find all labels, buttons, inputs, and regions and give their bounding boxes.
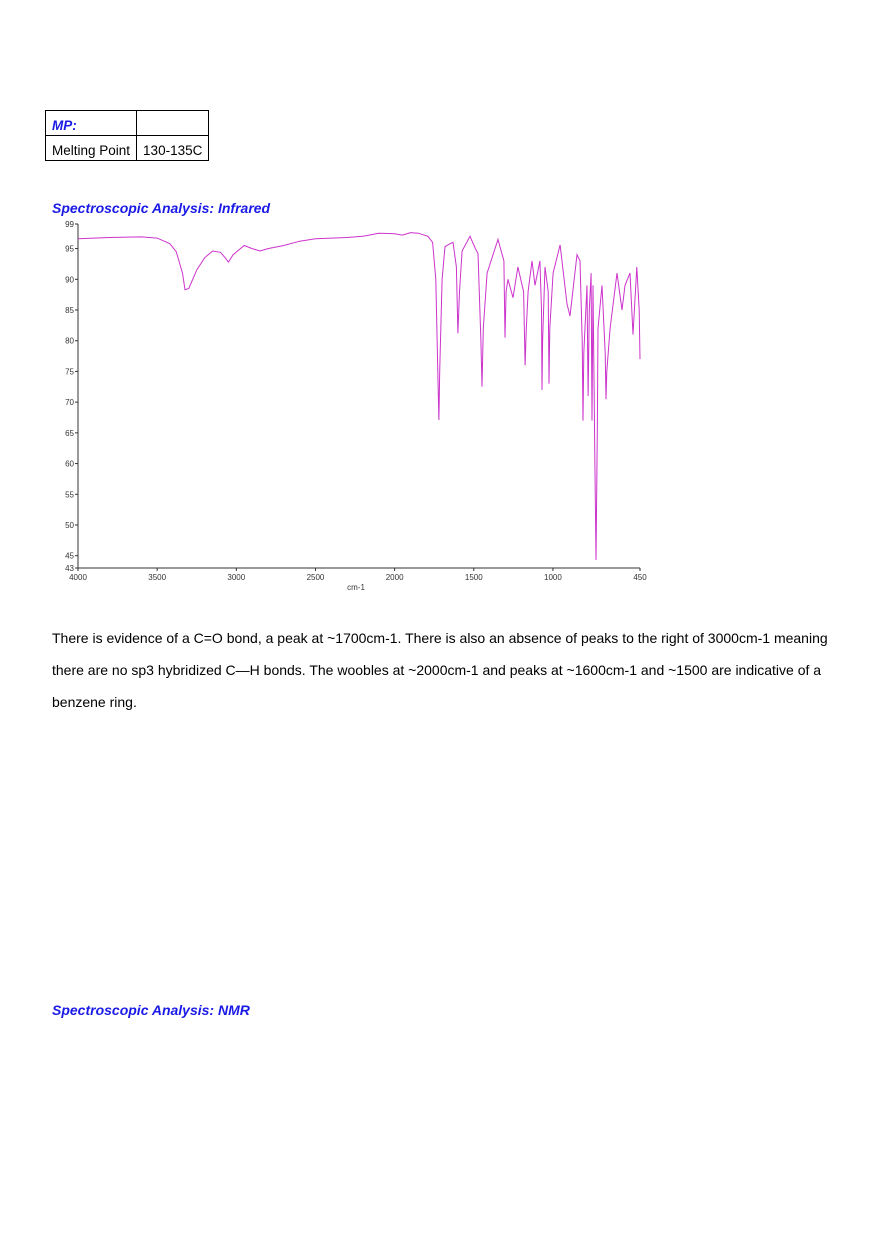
x-tick-label: 4000 xyxy=(69,573,87,582)
x-tick-label: 1500 xyxy=(464,573,483,582)
x-tick-label: 1000 xyxy=(544,573,562,582)
x-tick-label: 3500 xyxy=(148,573,167,582)
mp-value-cell: 130-135C xyxy=(137,136,209,161)
mp-header: MP: xyxy=(46,111,137,136)
y-tick-label: 60 xyxy=(65,459,74,469)
y-tick-label: 55 xyxy=(65,490,74,500)
x-axis-label: cm-1 xyxy=(347,583,365,590)
y-tick-label: 95 xyxy=(65,244,74,254)
y-tick-label: 75 xyxy=(65,367,74,377)
y-tick-label: 45 xyxy=(65,551,74,561)
x-tick-label: 2000 xyxy=(385,573,404,582)
mp-label-cell: Melting Point xyxy=(46,136,137,161)
ir-spectrum-line xyxy=(78,233,640,560)
x-tick-label: 2500 xyxy=(306,573,325,582)
y-tick-label: 99 xyxy=(65,220,74,229)
y-tick-label: 43 xyxy=(65,564,74,573)
ir-heading: Spectroscopic Analysis: Infrared xyxy=(52,200,271,216)
ir-analysis-paragraph: There is evidence of a C=O bond, a peak at ~1700cm-1. There is also an absence of peaks to the right of 3000cm-1 meaning there are no sp3 hybridized C—H bonds. The woobles at ~2000cm-1 and peaks at ~1600cm-1 and ~1500 are indicative of a benzene ring. xyxy=(52,630,828,710)
y-tick-label: 70 xyxy=(65,398,74,408)
x-tick-label: 450 xyxy=(633,573,647,582)
y-tick-label: 80 xyxy=(65,336,74,346)
ir-spectrum-chart xyxy=(0,215,680,590)
x-tick-label: 3000 xyxy=(227,573,246,582)
melting-point-table xyxy=(45,110,209,161)
y-tick-label: 85 xyxy=(65,306,74,315)
y-tick-label: 65 xyxy=(65,428,74,438)
mp-empty-cell xyxy=(137,111,209,136)
nmr-heading: Spectroscopic Analysis: NMR xyxy=(52,1002,250,1018)
y-tick-label: 90 xyxy=(65,275,74,285)
y-tick-label: 50 xyxy=(65,521,74,530)
